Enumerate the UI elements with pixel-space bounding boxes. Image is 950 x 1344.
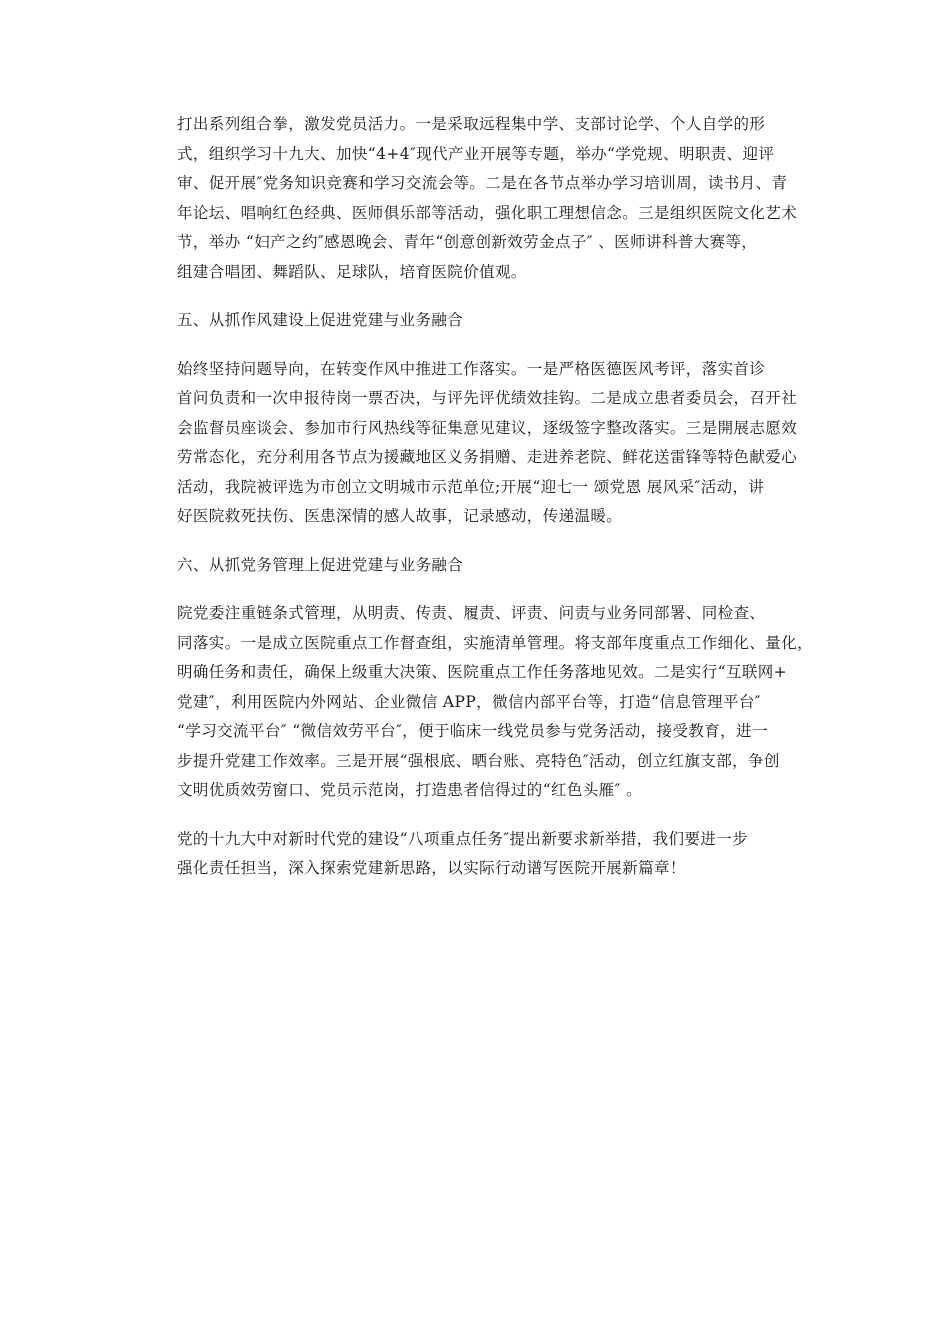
text-line: 审、促开展″党务知识竞赛和学习交流会等。二是在各节点举办学习培训周，读书月、青	[177, 174, 788, 192]
paragraph-activities	[146, 110, 806, 287]
document-body	[146, 110, 814, 903]
text-line: 打出系列组合拳，激发党员活力。一是采取远程集中学、支部讨论学、个人自学的形	[177, 115, 766, 133]
text-line: 同落实。一是成立医院重点工作督查组，实施清单管理。将支部年度重点工作细化、量化，	[177, 633, 814, 652]
heading-text: 六、从抓党务管理上促进党建与业务融合	[177, 555, 464, 574]
text-line: 年论坛、唱响红色经典、医师俱乐部等活动，强化职工理想信念。三是组织医院文化艺术	[177, 203, 798, 222]
text-line: 节，举办 “妇产之约″感恩晚会、青年“创意创新效劳金点子″ 、医师讲科普大赛等，	[177, 233, 758, 251]
text-line: 首问负责和一次申报待岗一票否决，与评先评优绩效挂钩。二是成立患者委员会，召开社	[177, 389, 798, 407]
text-line: 劳常态化，充分利用各节点为援藏地区义务捐赠、走进养老院、鲜花送雷锋等特色献爱心	[177, 448, 798, 466]
text-line: 强化责任担当，深入探索党建新思路，以实际行动谱写医院开展新篇章！	[177, 859, 686, 877]
text-line: 文明优质效劳窗口、党员示范岗，打造患者信得过的“红色头雁″ 。	[177, 781, 643, 799]
text-line: 党建″，利用医院内外网站、企业微信 APP，微信内部平台等，打造“信息管理平台″	[177, 692, 761, 711]
text-line: 组建合唱团、舞蹈队、足球队，培育医院价值观。	[177, 262, 527, 281]
paragraph-work-style	[146, 355, 806, 532]
text-line: 明确任务和责任，确保上级重大决策、医院重点工作任务落地见效。二是实行“互联网+	[177, 663, 788, 681]
text-line: 好医院救死扶伤、医患深情的感人故事，记录感动，传递温暖。	[177, 507, 623, 525]
text-line: 院党委注重链条式管理，从明责、传责、履责、评责、问责与业务同部署、同检查、	[177, 604, 766, 622]
text-line: 活动，我院被评选为市创立文明城市示范单位;开展“迎七一 颂党恩 展风采″活动，讲	[177, 477, 765, 496]
section-heading-5	[146, 306, 806, 336]
text-line: “学习交流平台″ “微信效劳平台″，便于临床一线党员参与党务活动，接受教育，进一	[177, 722, 768, 740]
text-line: 式，组织学习十九大、加快“4+4″现代产业开展等专题，举办“学党规、明职责、迎评	[177, 144, 775, 163]
text-line: 会监督员座谈会、参加市行风热线等征集意见建议，逐级签字整改落实。三是開展志愿效	[177, 418, 798, 437]
section-heading-6	[146, 551, 806, 581]
text-line: 步提升党建工作效率。三是开展“强根底、晒台账、亮特色″活动，创立红旗支部，争创	[177, 751, 780, 770]
heading-text: 五、从抓作风建设上促进党建与业务融合	[177, 311, 464, 329]
text-line: 始终坚持问题导向，在转变作风中推进工作落实。一是严格医德医风考评，落实首诊	[177, 359, 766, 378]
paragraph-conclusion	[146, 825, 806, 884]
text-line: 党的十九大中对新时代党的建设“八项重点任务″提出新要求新举措，我们要进一步	[177, 829, 749, 848]
paragraph-party-management	[146, 599, 814, 806]
